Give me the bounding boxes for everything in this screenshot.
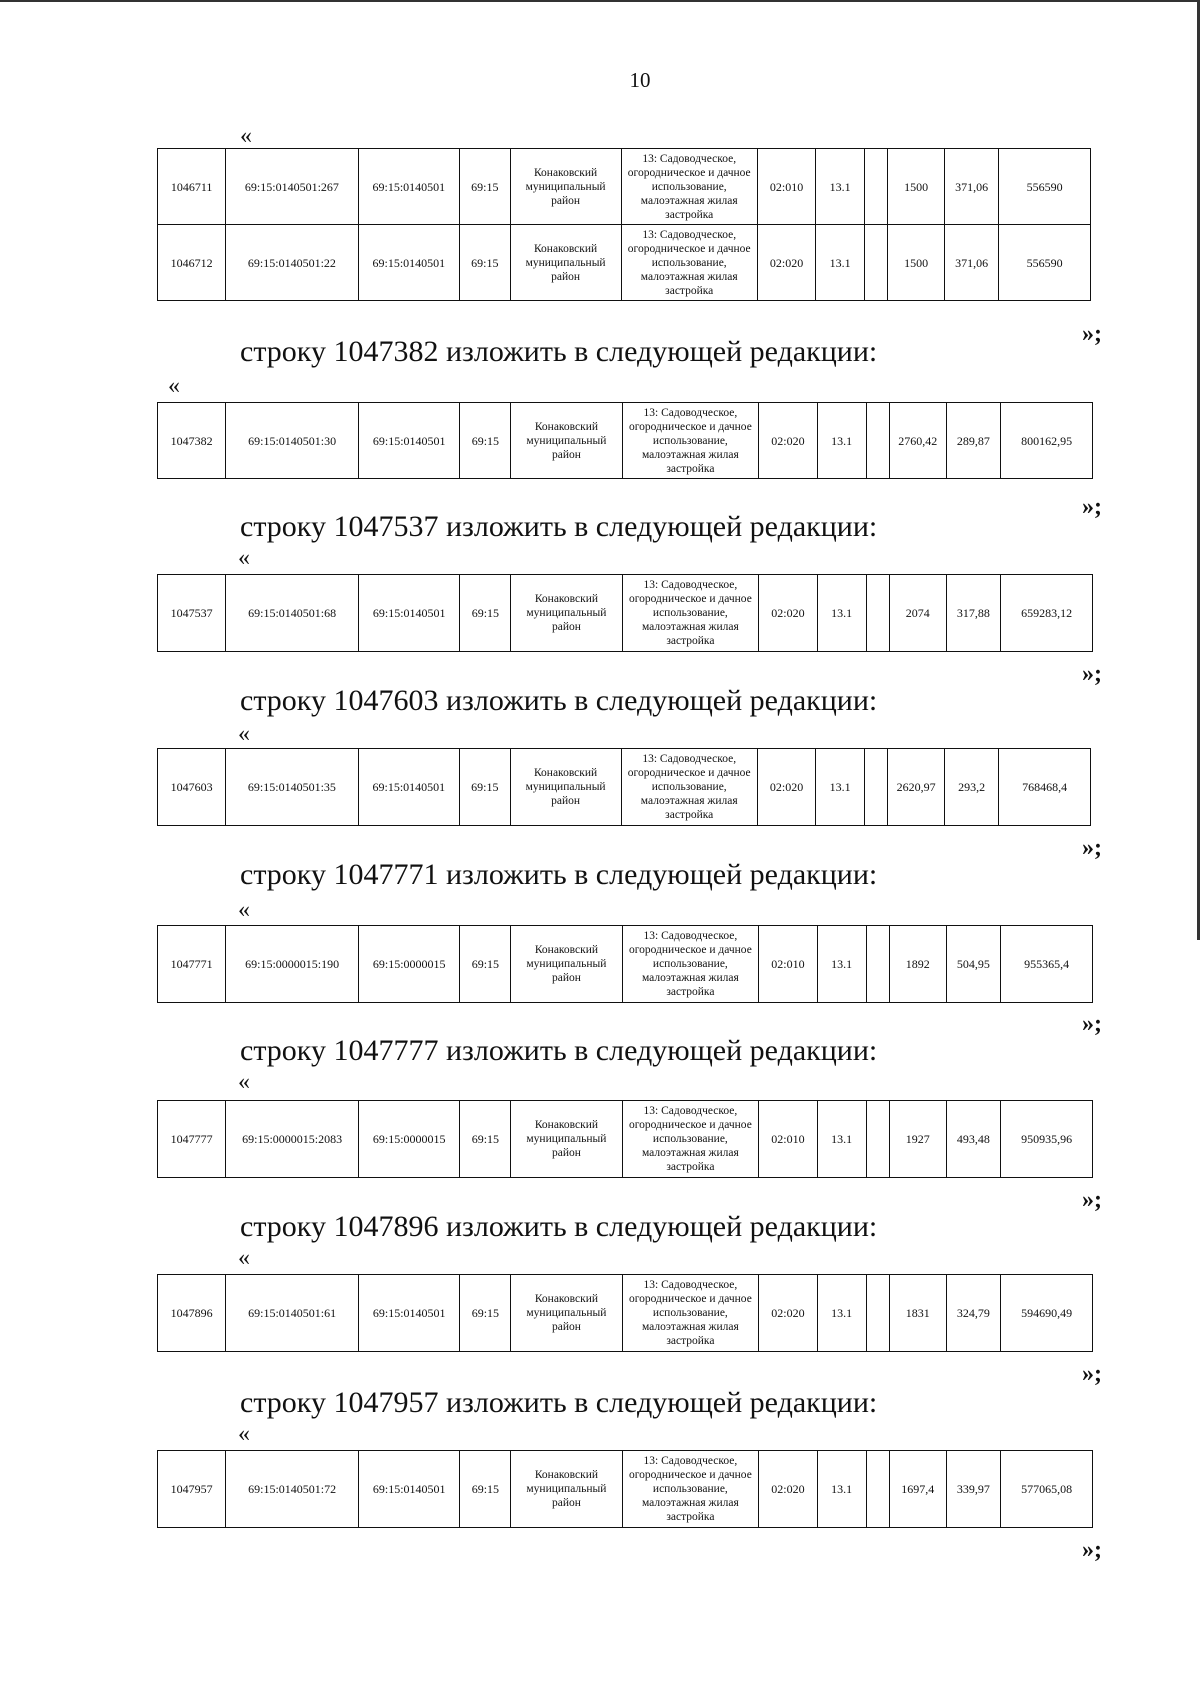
cell-quarter: 69:15:0140501: [358, 1275, 460, 1352]
opening-quote: «: [238, 1069, 250, 1095]
table-row: [158, 1275, 1093, 1352]
cell-value: 955365,4: [1001, 926, 1093, 1003]
record-table: [157, 1100, 1093, 1178]
cell-rate: 493,48: [946, 1101, 1001, 1178]
cell-subgroup: 13.1: [817, 1101, 866, 1178]
record-table: [157, 574, 1093, 652]
cell-usage: 13: Садоводческое, огородническое и дачное использование, малоэтажная жилая застройка: [621, 225, 757, 301]
cell-value: 800162,95: [1001, 403, 1093, 479]
cell-cadastral: 69:15:0140501:35: [226, 749, 359, 826]
cell-code: 1047771: [158, 926, 226, 1003]
cell-code: 1047537: [158, 575, 226, 652]
cell-subgroup: 13.1: [817, 926, 866, 1003]
cell-area: 69:15: [460, 1451, 511, 1528]
table-row: [158, 926, 1093, 1003]
cell-district: Конаковский муниципальный район: [511, 1101, 622, 1178]
cell-rate: 293,2: [944, 749, 999, 826]
closing-quote: »;: [1082, 1361, 1102, 1387]
cell-cadastral: 69:15:0000015:2083: [226, 1101, 359, 1178]
table-row: [158, 749, 1091, 826]
cell-subgroup: 13.1: [816, 149, 865, 225]
cell-subgroup: 13.1: [816, 225, 865, 301]
cell-code: 1047382: [158, 403, 226, 479]
cell-value: 950935,96: [1001, 1101, 1093, 1178]
cell-quarter: 69:15:0140501: [358, 1451, 460, 1528]
cell-district: Конаковский муниципальный район: [510, 749, 621, 826]
cell-quarter: 69:15:0140501: [358, 149, 459, 225]
cell-rate: 317,88: [946, 575, 1001, 652]
cell-sqm: 2760,42: [889, 403, 946, 479]
cell-code: 1046712: [158, 225, 226, 301]
cell-value: 556590: [999, 149, 1091, 225]
cell-blank: [866, 1101, 889, 1178]
cell-quarter: 69:15:0140501: [358, 225, 459, 301]
cell-group: 02:010: [759, 926, 818, 1003]
closing-quote: »;: [1082, 1011, 1102, 1037]
cell-area: 69:15: [460, 926, 511, 1003]
cell-usage: 13: Садоводческое, огородническое и дачное использование, малоэтажная жилая застройка: [622, 1275, 759, 1352]
section-heading: строку 1047537 изложить в следующей редакции:: [240, 510, 878, 543]
table-row: [158, 1101, 1093, 1178]
cell-code: 1047603: [158, 749, 226, 826]
record-table: [157, 1274, 1093, 1352]
cell-subgroup: 13.1: [817, 1451, 866, 1528]
cell-district: Конаковский муниципальный район: [511, 926, 622, 1003]
cell-quarter: 69:15:0000015: [358, 1101, 460, 1178]
cell-usage: 13: Садоводческое, огородническое и дачное использование, малоэтажная жилая застройка: [622, 575, 759, 652]
cell-cadastral: 69:15:0140501:22: [226, 225, 359, 301]
cell-sqm: 1831: [889, 1275, 946, 1352]
cell-rate: 324,79: [946, 1275, 1001, 1352]
cell-group: 02:020: [757, 749, 815, 826]
opening-quote: «: [240, 123, 252, 149]
cell-cadastral: 69:15:0140501:68: [226, 575, 359, 652]
cell-blank: [864, 225, 887, 301]
cell-group: 02:010: [757, 149, 815, 225]
closing-quote: »;: [1082, 835, 1102, 861]
cell-sqm: 1697,4: [889, 1451, 946, 1528]
cell-code: 1047777: [158, 1101, 226, 1178]
cell-quarter: 69:15:0000015: [358, 926, 460, 1003]
cell-district: Конаковский муниципальный район: [511, 403, 622, 479]
cell-district: Конаковский муниципальный район: [510, 149, 621, 225]
cell-sqm: 2074: [889, 575, 946, 652]
cell-rate: 371,06: [944, 225, 999, 301]
cell-value: 577065,08: [1001, 1451, 1093, 1528]
record-table: [157, 148, 1091, 301]
table-row: [158, 403, 1093, 479]
section-heading: строку 1047603 изложить в следующей редакции:: [240, 684, 878, 717]
cell-cadastral: 69:15:0140501:72: [226, 1451, 359, 1528]
cell-subgroup: 13.1: [817, 1275, 866, 1352]
cell-group: 02:020: [759, 575, 818, 652]
cell-area: 69:15: [460, 1275, 511, 1352]
cell-rate: 371,06: [944, 149, 999, 225]
cell-sqm: 1892: [889, 926, 946, 1003]
section-heading: строку 1047896 изложить в следующей редакции:: [240, 1210, 878, 1243]
opening-quote: «: [238, 721, 250, 747]
cell-usage: 13: Садоводческое, огородническое и дачное использование, малоэтажная жилая застройка: [622, 1101, 759, 1178]
cell-usage: 13: Садоводческое, огородническое и дачное использование, малоэтажная жилая застройка: [622, 926, 759, 1003]
record-table: [157, 748, 1091, 826]
cell-usage: 13: Садоводческое, огородническое и дачное использование, малоэтажная жилая застройка: [621, 149, 757, 225]
cell-usage: 13: Садоводческое, огородническое и дачное использование, малоэтажная жилая застройка: [622, 1451, 759, 1528]
cell-value: 659283,12: [1001, 575, 1093, 652]
closing-quote: »;: [1082, 494, 1102, 520]
opening-quote: «: [168, 373, 180, 399]
opening-quote: «: [238, 545, 250, 571]
cell-cadastral: 69:15:0140501:30: [226, 403, 359, 479]
cell-district: Конаковский муниципальный район: [511, 575, 622, 652]
cell-rate: 289,87: [946, 403, 1001, 479]
cell-sqm: 1500: [888, 225, 945, 301]
cell-blank: [866, 1275, 889, 1352]
record-table: [157, 402, 1093, 479]
opening-quote: «: [238, 1421, 250, 1447]
cell-rate: 339,97: [946, 1451, 1001, 1528]
page-number: 10: [629, 68, 651, 92]
closing-quote: »;: [1082, 321, 1102, 347]
cell-value: 594690,49: [1001, 1275, 1093, 1352]
record-table: [157, 925, 1093, 1003]
cell-quarter: 69:15:0140501: [358, 749, 459, 826]
cell-group: 02:020: [759, 403, 818, 479]
cell-area: 69:15: [459, 149, 510, 225]
closing-quote: »;: [1082, 1187, 1102, 1213]
table-row: [158, 149, 1091, 225]
cell-code: 1046711: [158, 149, 226, 225]
opening-quote: «: [238, 897, 250, 923]
opening-quote: «: [238, 1245, 250, 1271]
cell-subgroup: 13.1: [817, 575, 866, 652]
cell-subgroup: 13.1: [816, 749, 865, 826]
cell-blank: [864, 749, 887, 826]
cell-rate: 504,95: [946, 926, 1001, 1003]
table-row: [158, 225, 1091, 301]
cell-area: 69:15: [460, 575, 511, 652]
record-table: [157, 1450, 1093, 1528]
cell-cadastral: 69:15:0140501:267: [226, 149, 359, 225]
cell-group: 02:020: [757, 225, 815, 301]
cell-code: 1047957: [158, 1451, 226, 1528]
table-row: [158, 575, 1093, 652]
cell-group: 02:010: [759, 1101, 818, 1178]
cell-quarter: 69:15:0140501: [358, 575, 460, 652]
cell-blank: [866, 575, 889, 652]
cell-cadastral: 69:15:0000015:190: [226, 926, 359, 1003]
cell-subgroup: 13.1: [817, 403, 866, 479]
cell-district: Конаковский муниципальный район: [511, 1451, 622, 1528]
closing-quote: »;: [1082, 661, 1102, 687]
section-heading: строку 1047777 изложить в следующей редакции:: [240, 1034, 878, 1067]
cell-group: 02:020: [759, 1275, 818, 1352]
cell-blank: [866, 1451, 889, 1528]
cell-sqm: 1500: [888, 149, 945, 225]
table-row: [158, 1451, 1093, 1528]
cell-cadastral: 69:15:0140501:61: [226, 1275, 359, 1352]
cell-usage: 13: Садоводческое, огородническое и дачное использование, малоэтажная жилая застройка: [621, 749, 757, 826]
cell-area: 69:15: [459, 225, 510, 301]
cell-quarter: 69:15:0140501: [358, 403, 460, 479]
cell-value: 556590: [999, 225, 1091, 301]
section-heading: строку 1047771 изложить в следующей редакции:: [240, 858, 878, 891]
cell-value: 768468,4: [999, 749, 1091, 826]
cell-usage: 13: Садоводческое, огородническое и дачное использование, малоэтажная жилая застройка: [622, 403, 759, 479]
section-heading: строку 1047957 изложить в следующей редакции:: [240, 1386, 878, 1419]
cell-area: 69:15: [460, 1101, 511, 1178]
cell-blank: [866, 926, 889, 1003]
cell-district: Конаковский муниципальный район: [511, 1275, 622, 1352]
cell-blank: [866, 403, 889, 479]
cell-area: 69:15: [460, 403, 511, 479]
cell-sqm: 1927: [889, 1101, 946, 1178]
section-heading: строку 1047382 изложить в следующей редакции:: [240, 335, 878, 368]
closing-quote: »;: [1082, 1537, 1102, 1563]
cell-area: 69:15: [459, 749, 510, 826]
cell-blank: [864, 149, 887, 225]
cell-sqm: 2620,97: [888, 749, 945, 826]
cell-code: 1047896: [158, 1275, 226, 1352]
cell-group: 02:020: [759, 1451, 818, 1528]
cell-district: Конаковский муниципальный район: [510, 225, 621, 301]
scan-top-edge: [0, 0, 1200, 2]
